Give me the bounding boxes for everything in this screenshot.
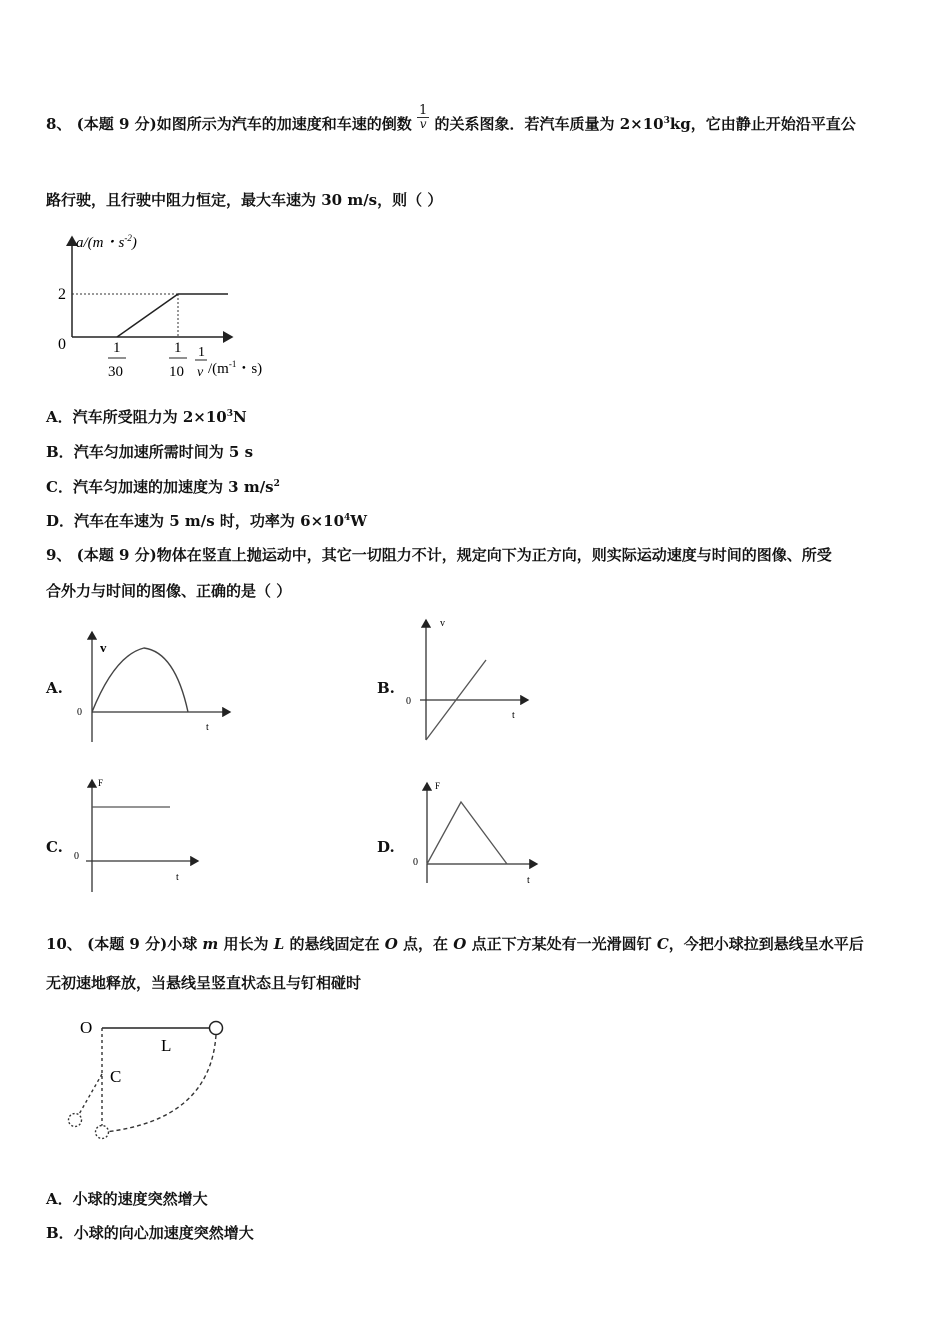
q8-xlabel-unit: $/(m^{-1}$・s) <box>208 359 263 377</box>
q8-curve <box>117 294 228 337</box>
q8-option-a-text: 汽车所受阻力为 2×10 <box>72 408 227 426</box>
q8-inline-fraction <box>417 104 429 130</box>
q8-meta: (本题 9 分) <box>76 115 157 133</box>
q8-line2: 路行驶，且行驶中阻力恒定，最大车速为 30 m/s，则（ ） <box>46 191 443 209</box>
q9d-line <box>427 802 507 864</box>
q9-line2: 合外力与时间的图像、正确的是（ ） <box>46 582 292 600</box>
q10-L: L <box>273 935 285 953</box>
q8-ytick-2: 2 <box>58 286 66 303</box>
q8-option-a-exp: 3 <box>226 409 234 419</box>
q9-option-c-label[interactable]: C. <box>46 838 63 856</box>
q9c-origin: 0 <box>74 851 79 862</box>
q10-ball-bottom <box>96 1126 109 1139</box>
q10-pendulum-figure <box>60 1010 240 1145</box>
q8-option-d-exp: 4 <box>344 513 351 523</box>
q9-text-1: 物体在竖直上抛运动中，其它一切阻力不计，规定向下为正方向，则实际运动速度与时间的图像、所受 <box>156 546 832 564</box>
q9-option-b-label[interactable]: B. <box>377 679 395 697</box>
q8-option-d-text: 汽车在车速为 5 m/s 时，功率为 6×10 <box>74 512 345 530</box>
q10-ball-swung <box>69 1114 82 1127</box>
q10-t6: ，今把小球拉到悬线呈水平后 <box>668 935 864 953</box>
q8-option-c-text: 汽车匀加速的加速度为 3 m/s <box>72 478 274 496</box>
q8-text-b: 的关系图象．若汽车质量为 2×10 <box>434 115 664 133</box>
q10-line2: 无初速地释放，当悬线呈竖直状态且与钉相碰时 <box>46 974 362 992</box>
q10-option-a[interactable] <box>46 1188 208 1209</box>
q9b-xlabel: t <box>512 710 515 721</box>
q8-option-c[interactable] <box>46 476 280 497</box>
q10-option-b-text: 小球的向心加速度突然增大 <box>73 1224 254 1242</box>
q8-text-c: kg，它由静止开始沿平直公 <box>669 115 856 133</box>
q10-O2: O <box>453 935 467 953</box>
q8-line1 <box>46 103 856 138</box>
q9-graph-d <box>405 775 545 890</box>
q10-meta: (本题 9 分) <box>87 935 168 953</box>
q8-mass-exp: 3 <box>663 116 670 126</box>
q10-string-swung <box>78 1074 102 1116</box>
q9-meta: (本题 9 分) <box>76 546 157 564</box>
q9-graph-b <box>400 612 540 747</box>
q9a-curve <box>92 648 188 712</box>
q10-number: 10、 <box>46 935 82 953</box>
q8-option-c-label: C． <box>46 478 73 496</box>
q8-ylabel: a/(m・$s^{-2}$) <box>76 233 137 251</box>
q10-t1: 小球 <box>167 935 203 953</box>
q8-xtick1-num: 1 <box>113 340 121 356</box>
q9a-xlabel: t <box>206 722 209 733</box>
q10-t3: 的悬线固定在 <box>284 935 385 953</box>
q9b-ylabel: v <box>440 618 445 629</box>
q10-line1 <box>46 933 864 954</box>
q8-graph <box>50 225 290 390</box>
q8-xlabel-den: v <box>197 365 204 380</box>
q10-fig-O: O <box>80 1018 93 1037</box>
q10-fig-C: C <box>110 1067 122 1086</box>
q8-option-d-tail: W <box>350 512 368 530</box>
q8-xlabel-num: 1 <box>198 345 205 360</box>
q8-option-b-label: B． <box>46 443 74 461</box>
q9-graph-c <box>70 772 210 897</box>
q10-C: C <box>656 935 669 953</box>
q10-t2: 用长为 <box>218 935 274 953</box>
q9d-xlabel: t <box>527 875 530 886</box>
q8-option-d-label: D． <box>46 512 75 530</box>
q8-frac-num: 1 <box>419 103 428 118</box>
q8-option-a[interactable] <box>46 406 247 427</box>
q9a-ylabel: v <box>100 640 107 655</box>
q9-option-a-label[interactable]: A. <box>46 679 63 697</box>
q9-line1 <box>46 544 832 565</box>
q8-text-a: 如图所示为汽车的加速度和车速的倒数 <box>156 115 412 133</box>
q10-t4: 点，在 <box>397 935 454 953</box>
q8-origin: 0 <box>58 336 66 353</box>
q8-number: 8、 <box>46 115 72 133</box>
q9b-origin: 0 <box>406 696 411 707</box>
q8-option-a-label: A． <box>46 408 73 426</box>
q10-t5: 点正下方某处有一光滑圆钉 <box>466 935 657 953</box>
q8-xtick2-den: 10 <box>169 364 184 380</box>
q10-option-b-label: B． <box>46 1224 74 1242</box>
q10-option-a-text: 小球的速度突然增大 <box>72 1190 208 1208</box>
q8-option-d[interactable] <box>46 510 367 531</box>
q9-number: 9、 <box>46 546 72 564</box>
q8-option-b[interactable] <box>46 441 253 462</box>
q9d-ylabel: F <box>435 781 441 791</box>
q8-option-b-text: 汽车匀加速所需时间为 5 s <box>73 443 254 461</box>
q8-option-a-tail: N <box>233 408 247 426</box>
q9c-ylabel: F <box>98 778 104 788</box>
q10-fig-L: L <box>161 1036 172 1055</box>
q9d-origin: 0 <box>413 857 418 868</box>
q10-option-a-label: A． <box>46 1190 73 1208</box>
q10-option-b[interactable] <box>46 1222 254 1243</box>
q8-xtick1-den: 30 <box>108 364 123 380</box>
q10-m: m <box>202 935 219 953</box>
q9-graph-a <box>70 620 250 750</box>
q9a-origin: 0 <box>77 707 82 718</box>
q10-ball-start <box>210 1022 223 1035</box>
q8-xtick2-num: 1 <box>174 340 182 356</box>
q8-option-c-exp: 2 <box>273 479 280 489</box>
q9c-xlabel: t <box>176 872 179 883</box>
q9-option-d-label[interactable]: D. <box>377 838 395 856</box>
q8-frac-den: v <box>419 117 427 131</box>
q10-O: O <box>384 935 398 953</box>
